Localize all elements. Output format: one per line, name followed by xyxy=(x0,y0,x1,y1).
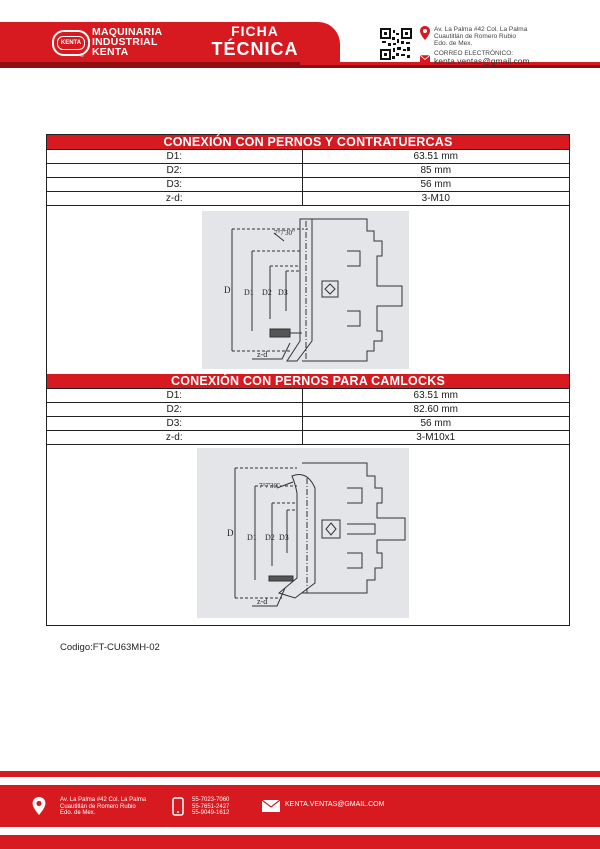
row-label: z-d: xyxy=(47,192,303,206)
footer-phone-3[interactable]: 55-9049-1612 xyxy=(192,810,230,816)
table-row xyxy=(47,163,569,178)
row-value: 63.51 mm xyxy=(413,151,458,162)
d2-label: D2 xyxy=(265,533,275,542)
d1-label: D1 xyxy=(244,288,254,297)
table-row xyxy=(47,402,569,417)
d3-label: D3 xyxy=(279,533,289,542)
document-title-line2: TÉCNICA xyxy=(211,39,299,59)
chuck-bolt-nut-diagram xyxy=(202,211,409,369)
section1-drawing-box xyxy=(47,205,569,372)
row-label: z-d: xyxy=(47,431,303,445)
row-label: D3: xyxy=(47,178,303,192)
brand-name xyxy=(92,27,182,57)
row-value: 3-M10 xyxy=(421,193,450,204)
d-label: D xyxy=(227,528,234,538)
d1-label: D1 xyxy=(247,533,257,542)
footer-address-line-2: Cuautitlán de Romero Rubio xyxy=(60,803,136,810)
header-contact xyxy=(420,26,590,66)
footer-phones xyxy=(192,797,229,817)
table-row xyxy=(47,177,569,192)
location-pin-icon xyxy=(32,797,46,815)
row-value: 56 mm xyxy=(420,179,452,190)
row-label: D2: xyxy=(47,164,303,178)
footer-address-line-3: Edo. de Mex. xyxy=(60,810,96,816)
registered-mark: ® xyxy=(80,53,84,59)
document-title xyxy=(200,24,310,59)
row-value: 82.60 mm xyxy=(413,404,458,415)
row-value: 56 mm xyxy=(420,418,452,429)
table-row xyxy=(47,430,569,445)
product-code: Codigo:FT-CU63MH-02 xyxy=(60,642,160,653)
table-row xyxy=(47,191,569,206)
zd-label: z-d xyxy=(257,597,268,606)
phone-icon xyxy=(172,797,184,816)
footer-bottom-band xyxy=(0,835,600,849)
table-row xyxy=(47,416,569,431)
footer-red-line xyxy=(0,771,600,777)
row-label: D1: xyxy=(47,150,303,164)
row-value: 3-M10x1 xyxy=(416,432,456,443)
row-value: 85 mm xyxy=(420,165,452,176)
section2-title: CONEXIÓN CON PERNOS PARA CAMLOCKS xyxy=(47,374,569,388)
table-row xyxy=(47,388,569,403)
row-label: D3: xyxy=(47,417,303,431)
brand-line-3: KENTA xyxy=(92,46,129,58)
footer-phone-1[interactable]: 55-7023-7060 xyxy=(192,797,230,803)
angle-label: 7°7'30" xyxy=(259,482,280,490)
d2-label: D2 xyxy=(262,288,272,297)
header-address-line-1: Av. La Palma #42 Col. La Palma xyxy=(434,26,528,33)
table-row xyxy=(47,149,569,164)
brand-line-2: INDUSTRIAL xyxy=(92,36,158,48)
header-address-line-2: Cuautitlán de Romero Rubio xyxy=(434,33,517,40)
footer-address-line-1: Av. La Palma #42 Col. La Palma xyxy=(60,797,147,803)
row-label: D1: xyxy=(47,389,303,403)
header-email-label: CORREO ELECTRÓNICO: xyxy=(434,50,514,57)
section2-drawing xyxy=(197,448,409,618)
angle-label: 7°7'30" xyxy=(274,229,295,237)
logo-text: KENTA xyxy=(57,36,85,50)
zd-label: z-d xyxy=(257,350,268,359)
section1-title: CONEXIÓN CON PERNOS Y CONTRATUERCAS xyxy=(47,135,569,149)
section2-drawing-box xyxy=(47,444,569,626)
footer-phone-2[interactable]: 55-7651-2427 xyxy=(192,803,230,810)
header-address-line-3: Edo. de Mex. xyxy=(434,40,473,47)
d3-label: D3 xyxy=(278,288,288,297)
footer-email[interactable]: KENTA.VENTAS@GMAIL.COM xyxy=(285,801,385,808)
section1-drawing xyxy=(202,211,409,369)
d-label: D xyxy=(224,285,231,295)
document-title-line1: FICHA xyxy=(231,23,279,39)
chuck-camlock-diagram xyxy=(197,448,409,618)
footer-address xyxy=(60,797,146,817)
company-logo xyxy=(52,30,90,56)
spec-sheet xyxy=(46,134,570,626)
mail-icon xyxy=(262,800,280,812)
row-label: D2: xyxy=(47,403,303,417)
header-email[interactable]: kenta.ventas@gmail.com xyxy=(434,56,530,66)
row-value: 63.51 mm xyxy=(413,390,458,401)
brand-line-1: MAQUINARIA xyxy=(92,26,163,38)
qr-code-icon xyxy=(380,28,412,60)
location-pin-icon xyxy=(420,26,430,40)
mail-icon xyxy=(420,55,430,63)
